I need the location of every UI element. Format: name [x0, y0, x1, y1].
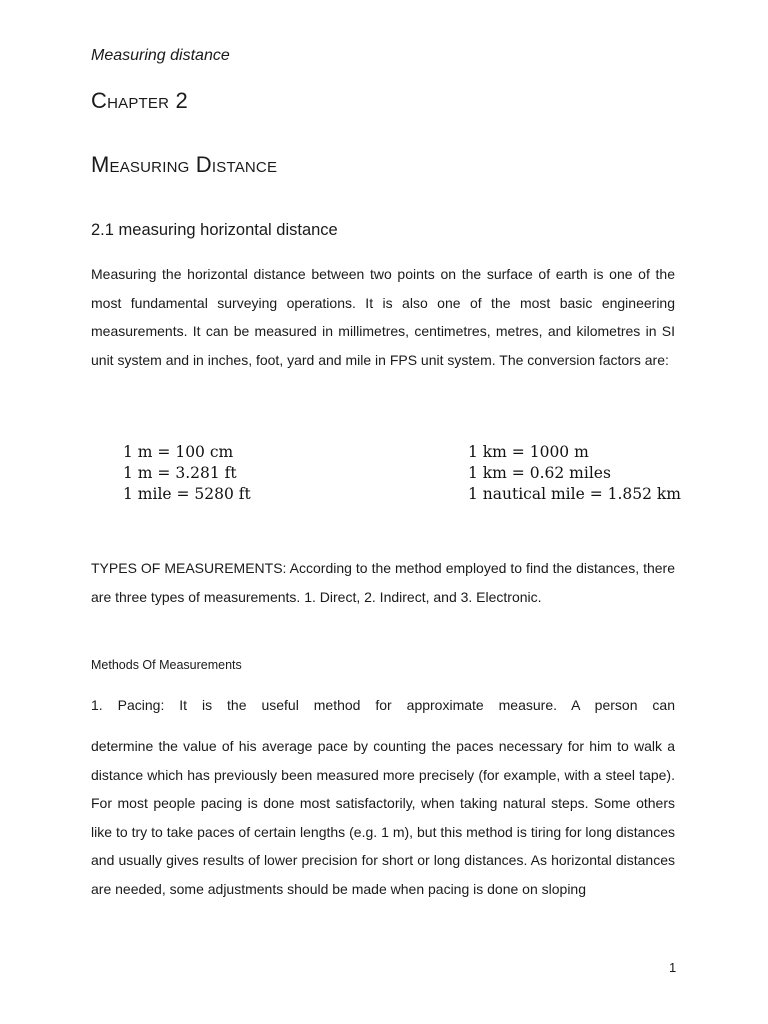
pacing-label: 1. Pacing [91, 697, 161, 713]
conversion-factor: 1 km = 1000 m [468, 443, 589, 461]
pacing-intro-line [91, 695, 675, 715]
methods-heading: Methods Of Measurements [91, 658, 242, 672]
conversion-factor: 1 m = 3.281 ft [123, 464, 237, 482]
conversion-factor: 1 m = 100 cm [123, 443, 234, 461]
pacing-paragraph: determine the value of his average pace by counting the paces necessary for him to walk a distance which has previously been measured more precisely (for example, with a steel tape). For most people pacing is done most satisfactorily, when taking natural steps. Some others like to try to take paces of certain lengths (e.g. 1 m), but this method is tiring for long distances and usually gives results of lower precision for short or long distances. As horizontal distances are needed, some adjustments should be made when pacing is done on sloping [91, 738, 675, 897]
types-label: TYPES OF MEASUREMENTS: [91, 560, 287, 576]
conversion-factor: 1 mile = 5280 ft [123, 485, 251, 503]
conversion-column-right [468, 442, 681, 505]
chapter-heading: Chapter 2 [91, 88, 188, 113]
types-text: According to the method employed to find the distances, there are three types of measurements. 1. Direct, 2. Indirect, and 3. Electronic. [91, 560, 675, 605]
page-number: 1 [669, 960, 677, 975]
conversion-factor: 1 km = 0.62 miles [468, 464, 611, 482]
running-header: Measuring distance [91, 47, 230, 64]
intro-paragraph: Measuring the horizontal distance between two points on the surface of earth is one of the most fundamental surveying operations. It is also one of the most basic engineering measurements. It can be measured in millimetres, centimetres, metres, and kilometres in SI unit system and in inches, foot, yard and mile in FPS unit system. The conversion factors are: [91, 266, 675, 368]
section-heading: 2.1 measuring horizontal distance [91, 221, 338, 239]
pacing-intro-text: : It is the useful method for approximate measure. A person can [160, 697, 676, 713]
types-paragraph [91, 554, 675, 611]
chapter-title: Measuring Distance [91, 152, 278, 177]
conversion-factor: 1 nautical mile = 1.852 km [468, 485, 682, 503]
conversion-column-left [123, 442, 251, 505]
